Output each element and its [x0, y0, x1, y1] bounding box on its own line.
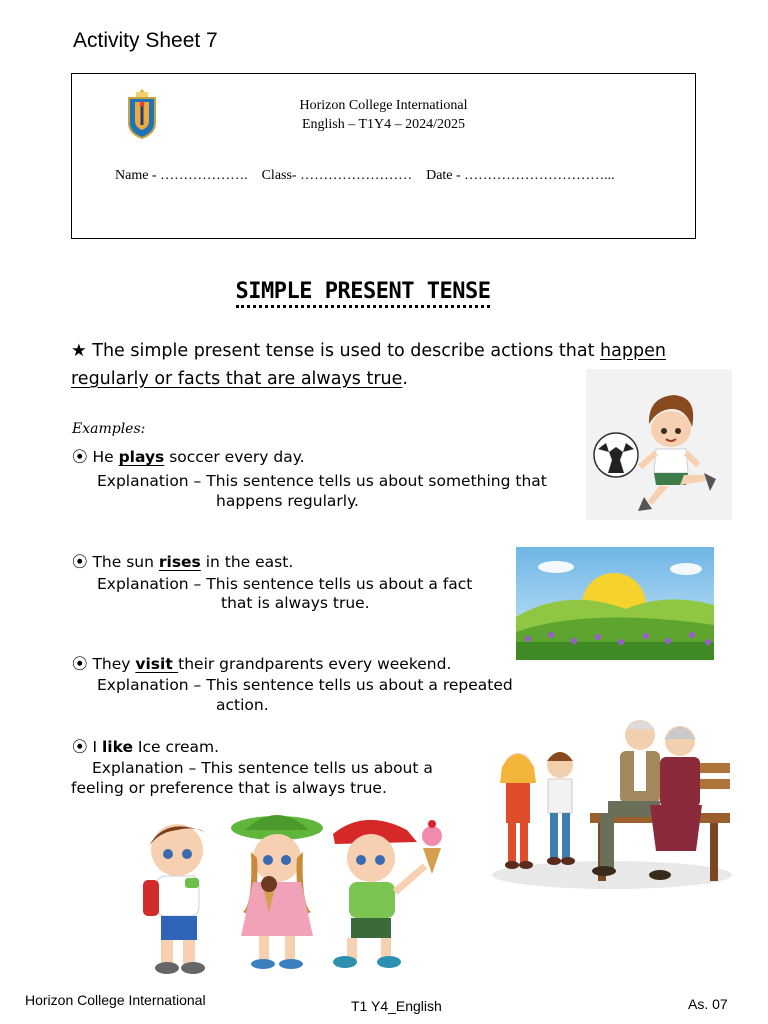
school-name: Horizon College International	[299, 98, 468, 113]
example-sentence: ⦿ I like Ice cream.	[72, 738, 220, 756]
intro-definition: ★ The simple present tense is used to describe actions that happen regularly or facts that are always true.	[71, 341, 666, 389]
bullet-icon: ⦿	[72, 738, 88, 756]
school-info	[72, 96, 695, 134]
example-explanation: Explanation – This sentence tells us about a repeated	[97, 676, 513, 694]
topic-title: SIMPLE PRESENT TENSE	[0, 279, 726, 304]
bullet-icon: ⦿	[72, 553, 88, 571]
ice-cream-kids-picture	[135, 812, 447, 976]
example-sentence: ⦿ He plays soccer every day.	[72, 448, 305, 466]
sunrise-picture	[516, 547, 714, 660]
example-explanation-cont: that is always true.	[221, 594, 370, 612]
footer-sheet-number: As. 07	[688, 996, 728, 1012]
footer-school: Horizon College International	[25, 992, 206, 1008]
course-line: English – T1Y4 – 2024/2025	[301, 117, 466, 132]
date-field[interactable]: Date - …………………………...	[426, 168, 615, 183]
example-sentence: ⦿ The sun rises in the east.	[72, 553, 294, 571]
header-box	[71, 73, 696, 239]
soccer-boy-picture	[586, 369, 732, 520]
example-explanation: Explanation – This sentence tells us about a fact	[97, 575, 473, 593]
example-explanation: Explanation – This sentence tells us about something that	[97, 472, 547, 490]
sheet-title: Activity Sheet 7	[73, 29, 218, 52]
example-explanation-cont: happens regularly.	[216, 492, 359, 510]
footer-course: T1 Y4_English	[351, 998, 442, 1014]
example-sentence: ⦿ They visit their grandparents every weekend.	[72, 655, 452, 673]
example-explanation: Explanation – This sentence tells us about a	[92, 759, 433, 777]
example-explanation-cont: feeling or preference that is always true.	[71, 779, 387, 797]
example-explanation-cont: action.	[216, 696, 269, 714]
name-field[interactable]: Name - ……………….	[115, 168, 248, 183]
student-fields	[115, 168, 615, 184]
star-icon: ★	[71, 341, 87, 361]
bullet-icon: ⦿	[72, 448, 88, 466]
bullet-icon: ⦿	[72, 655, 88, 673]
class-field[interactable]: Class- ……………………	[261, 168, 413, 183]
examples-label: Examples:	[72, 421, 146, 437]
grandparents-picture	[490, 705, 734, 895]
